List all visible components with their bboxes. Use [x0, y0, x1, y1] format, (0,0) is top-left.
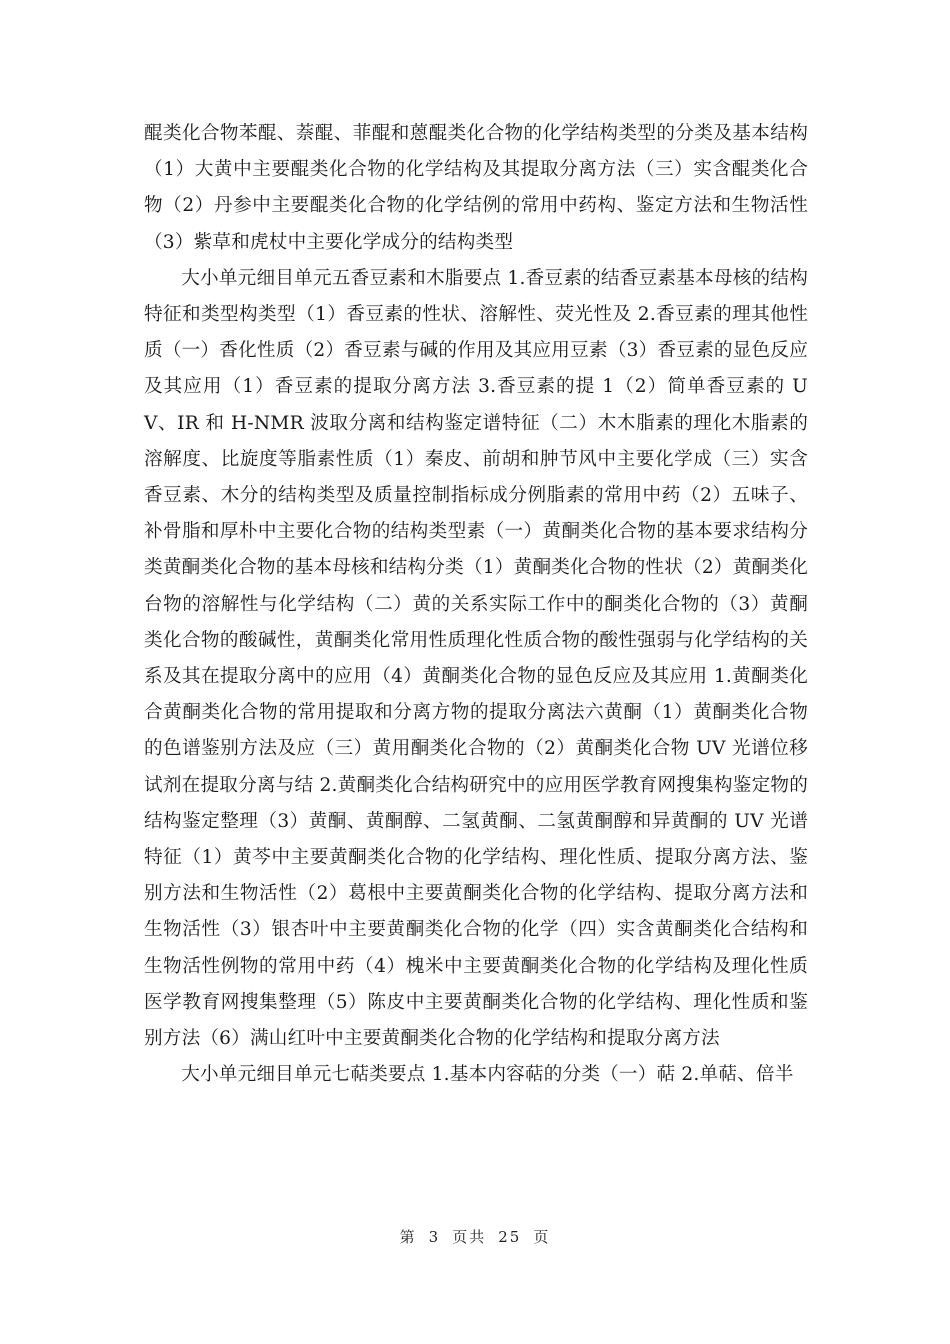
- footer-current-page: 3: [428, 1228, 441, 1246]
- footer-total-pages: 25: [498, 1228, 522, 1246]
- document-body: [144, 116, 808, 1093]
- footer-prefix: 第: [399, 1228, 417, 1246]
- footer-suffix: 页: [533, 1228, 551, 1246]
- footer-middle: 页共: [452, 1228, 487, 1246]
- paragraph-2: 大小单元细目单元五香豆素和木脂要点 1.香豆素的结香豆素基本母核的结构特征和类型构类型（1）香豆素的性状、溶解性、荧光性及 2.香豆素的理其他性质（一）香化性质（2）香豆素与碱的作用及其应用豆素（3）香豆素的显色反应及其应用（1）香豆素的提取分离方法 3.香豆素的提 1（2）简单香豆素的 UV、IR 和 H-NMR 波取分离和结构鉴定谱特征（二）木木脂素的理化木脂素的溶解度、比旋度等脂素性质（1）秦皮、前胡和肿节风中主要化学成（三）实含香豆素、木分的结构类型及质量控制指标成分例脂素的常用中药（2）五味子、补骨脂和厚朴中主要化合物的结构类型素（一）黄酮类化合物的基本要求结构分类黄酮类化合物的基本母核和结构分类（1）黄酮类化合物的性状（2）黄酮类化台物的溶解性与化学结构（二）黄的关系实际工作中的酮类化合物的（3）黄酮类化合物的酸碱性，黄酮类化常用性质理化性质合物的酸性强弱与化学结构的关系及其在提取分离中的应用（4）黄酮类化合物的显色反应及其应用 1.黄酮类化合黄酮类化合物的常用提取和分离方物的提取分离法六黄酮（1）黄酮类化合物的色谱鉴别方法及应（三）黄用酮类化合物的（2）黄酮类化合物 UV 光谱位移试剂在提取分离与结 2.黄酮类化合结构研究中的应用医学教育网搜集构鉴定物的结构鉴定整理（3）黄酮、黄酮醇、二氢黄酮、二氢黄酮醇和异黄酮的 UV 光谱特征（1）黄芩中主要黄酮类化合物的化学结构、理化性质、提取分离方法、鉴别方法和生物活性（2）葛根中主要黄酮类化合物的化学结构、提取分离方法和生物活性（3）银杏叶中主要黄酮类化合物的化学（四）实含黄酮类化合结构和生物活性例物的常用中药（4）槐米中主要黄酮类化合物的化学结构及理化性质医学教育网搜集整理（5）陈皮中主要黄酮类化合物的化学结构、理化性质和鉴别方法（6）满山红叶中主要黄酮类化合物的化学结构和提取分离方法: [144, 267, 808, 1050]
- page-footer: [0, 1226, 950, 1247]
- paragraph-1: 醌类化合物苯醌、萘醌、菲醌和蒽醌类化合物的化学结构类型的分类及基本结构（1）大黄中主要醌类化合物的化学结构及其提取分离方法（三）实含醌类化合物（2）丹参中主要醌类化合物的化学结例的常用中药构、鉴定方法和生物活性（3）紫草和虎杖中主要化学成分的结构类型: [144, 123, 808, 253]
- paragraph-3: 大小单元细目单元七萜类要点 1.基本内容萜的分类（一）萜 2.单萜、倍半: [181, 1064, 794, 1086]
